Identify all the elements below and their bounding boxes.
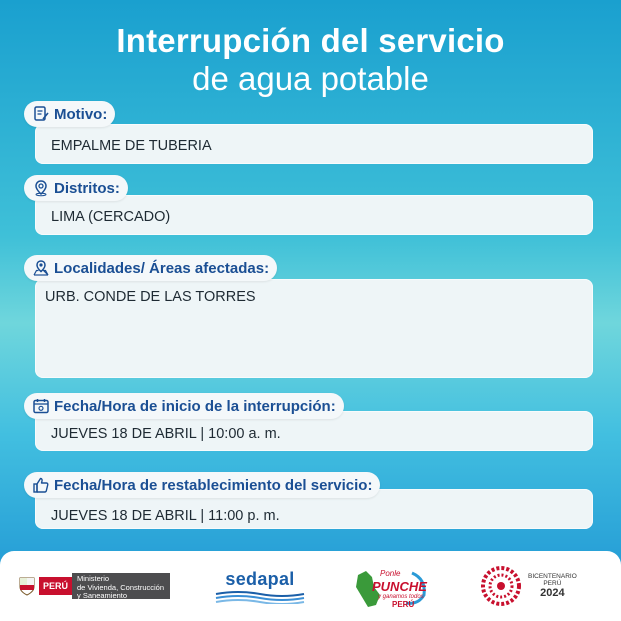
peru-shield-icon xyxy=(18,575,36,597)
motivo-label-text: Motivo: xyxy=(54,105,108,123)
motivo-value: EMPALME DE TUBERIA xyxy=(51,138,212,154)
location-pin-icon xyxy=(32,179,50,197)
sedapal-logo xyxy=(214,569,306,609)
restablecimiento-label xyxy=(24,472,380,498)
sedapal-wordmark: sedapal xyxy=(225,569,295,589)
localidades-box xyxy=(35,279,593,378)
inicio-value: JUEVES 18 DE ABRIL | 10:00 a. m. xyxy=(51,426,281,442)
government-logo xyxy=(18,573,170,599)
title-line-2: de agua potable xyxy=(192,60,429,97)
inicio-label-text: Fecha/Hora de inicio de la interrupción: xyxy=(54,397,336,415)
distritos-label-text: Distritos: xyxy=(54,179,120,197)
thumbs-up-icon xyxy=(32,476,50,494)
restablecimiento-value: JUEVES 18 DE ABRIL | 11:00 p. m. xyxy=(51,508,280,524)
inicio-label xyxy=(24,393,344,419)
peru-flag-badge: PERÚ xyxy=(39,577,72,595)
localidades-label-text: Localidades/ Áreas afectadas: xyxy=(54,259,270,277)
footer-logos xyxy=(0,551,621,621)
ministry-name: Ministerio de Vivienda, Construcción y Saneamiento xyxy=(72,573,170,599)
bicentenario-logo xyxy=(480,565,577,607)
distritos-box xyxy=(35,195,593,235)
ponle-punche-logo: Ponle PUNCHE y ganamos todos PERÚ xyxy=(352,565,432,611)
localidades-label xyxy=(24,255,277,281)
motivo-label xyxy=(24,101,115,127)
distritos-label xyxy=(24,175,128,201)
bicentenario-text: BICENTENARIO PERÚ 2024 xyxy=(528,573,577,599)
motivo-box xyxy=(35,124,593,164)
sedapal-waves-icon xyxy=(214,590,306,604)
distritos-value: LIMA (CERCADO) xyxy=(51,209,171,225)
title-line-1: Interrupción del servicio xyxy=(116,22,505,59)
bicentenario-emblem-icon xyxy=(480,565,522,607)
document-edit-icon xyxy=(32,105,50,123)
calendar-icon xyxy=(32,397,50,415)
localidades-value: URB. CONDE DE LAS TORRES xyxy=(45,289,256,305)
map-pin-icon xyxy=(32,259,50,277)
restablecimiento-label-text: Fecha/Hora de restablecimiento del servicio: xyxy=(54,476,373,494)
